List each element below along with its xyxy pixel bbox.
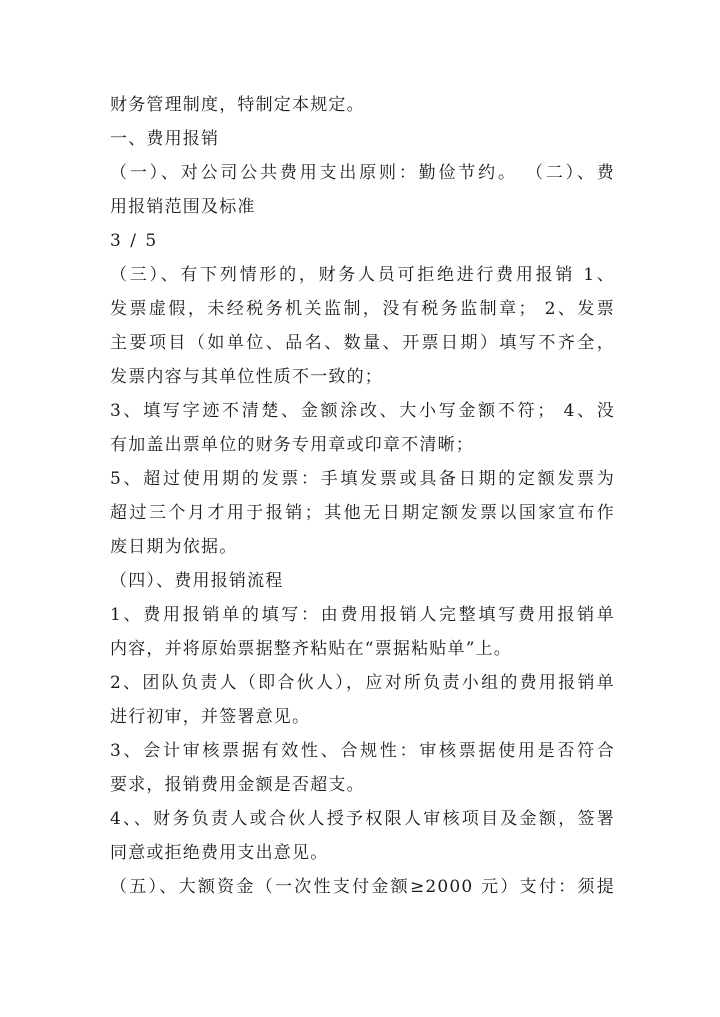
text-line: 5、超过使用期的发票：手填发票或具备日期的定额发票为	[110, 469, 615, 489]
text-line: 内容，并将原始票据整齐粘贴在“票据粘贴单”上。	[110, 639, 512, 659]
text-line: 发票内容与其单位性质不一致的；	[110, 367, 383, 387]
document-page	[110, 88, 615, 904]
text-line: 废日期为依据。	[110, 537, 238, 557]
text-line: 发票虚假，未经税务机关监制，没有税务监制章； 2、发票	[110, 299, 615, 319]
text-line: 进行初审，并签署意见。	[110, 707, 311, 727]
section-heading: （四）、费用报销流程	[110, 571, 284, 591]
text-line: 3、填写字迹不清楚、金额涂改、大小写金额不符； 4、没	[110, 401, 615, 421]
text-line: 主要项目（如单位、品名、数量、开票日期）填写不齐全，	[110, 333, 615, 353]
text-line: 3、会计审核票据有效性、合规性：审核票据使用是否符合	[110, 741, 615, 761]
text-line: 超过三个月才用于报销；其他无日期定额发票以国家宣布作	[110, 503, 615, 523]
text-line: （三）、有下列情形的，财务人员可拒绝进行费用报销 1、	[110, 265, 615, 285]
page-number: 3 / 5	[110, 231, 159, 251]
text-line: （一）、对公司公共费用支出原则：勤俭节约。 （二）、费	[110, 163, 615, 183]
text-line: （五）、大额资金（一次性支付金额≥2000 元）支付：须提	[110, 877, 615, 897]
text-line: 用报销范围及标准	[110, 197, 256, 217]
text-line: 1、费用报销单的填写：由费用报销人完整填写费用报销单	[110, 605, 615, 625]
text-line: 4、、财务负责人或合伙人授予权限人审核项目及金额，签署	[110, 809, 615, 829]
text-line: 要求，报销费用金额是否超支。	[110, 775, 365, 795]
text-line: 有加盖出票单位的财务专用章或印章不清晰；	[110, 435, 474, 455]
section-heading: 一、费用报销	[110, 129, 220, 149]
text-line: 2、团队负责人（即合伙人），应对所负责小组的费用报销单	[110, 673, 615, 693]
text-line: 财务管理制度，特制定本规定。	[110, 95, 365, 115]
text-line: 同意或拒绝费用支出意见。	[110, 843, 329, 863]
